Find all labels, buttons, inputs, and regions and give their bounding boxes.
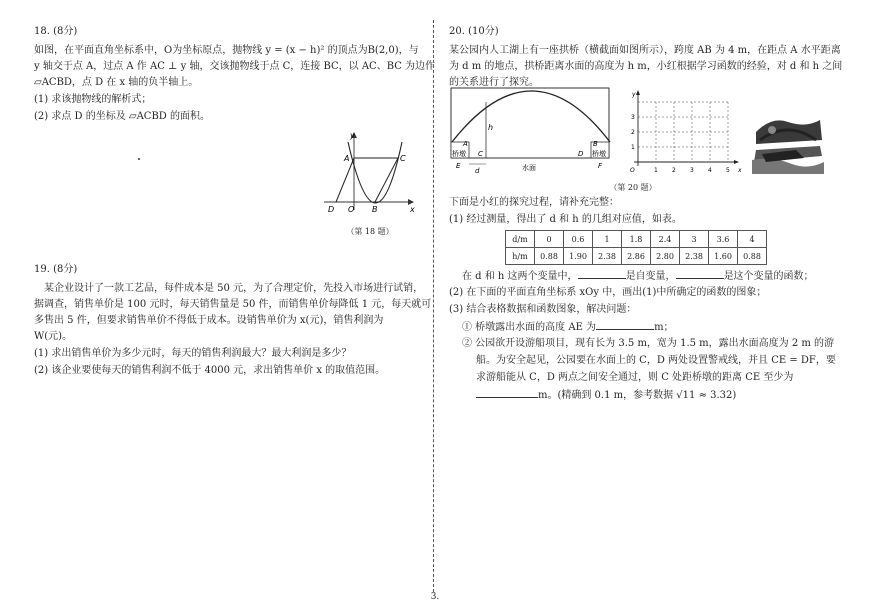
table-row-head-d: d/m (506, 231, 535, 248)
q20-sub-question-3: (3) 结合表格数据和函数图象，解决问题： (449, 304, 637, 315)
label-b: B (593, 140, 598, 148)
label-pier-right: 桥墩 (592, 150, 606, 158)
grid-label-x: x (738, 167, 742, 174)
grid-y-tick: 2 (631, 129, 635, 136)
q18-text-line-1: 如图，在平面直角坐标系中，O为坐标原点，抛物线 y = (x − h)² 的顶点为B(2,0)，与 (34, 45, 419, 56)
fig-label-a: A (344, 154, 350, 163)
photo-detail (768, 126, 776, 134)
q19-text-line-1: 某企业设计了一款工艺品，每件成本是 50 元，为了合理定价，先投入市场进行试销， (44, 283, 424, 294)
empty-coordinate-grid (626, 88, 744, 180)
q18-text-line-2: y 轴交于点 A，过点 A 作 AC ⊥ y 轴，交该抛物线于点 C，连接 BC，以 AC、BC 为边作 (34, 61, 436, 72)
table-cell: 3 (680, 231, 709, 248)
label-water: 水面 (522, 164, 536, 172)
q20-heading: 20. (10分) (449, 26, 499, 37)
bridge-figure (450, 86, 612, 178)
table-cell: 2.80 (651, 248, 680, 265)
var-text-a: 在 d 和 h 这两个变量中， (462, 271, 578, 282)
part1-unit: m； (654, 322, 674, 333)
grid-x-tick: 2 (672, 167, 676, 174)
parabola (348, 142, 402, 203)
fig-label-d: D (328, 205, 335, 214)
fig-label-y: y (350, 131, 355, 140)
fig-label-b: B (372, 205, 378, 214)
q20-intro: 下面是小红的探究过程，请补充完整： (449, 197, 619, 208)
q18-text-line-3: ▱ACBD，点 D 在 x 轴的负半轴上。 (34, 77, 199, 88)
table-cell: 1.60 (709, 248, 738, 265)
stray-mark (138, 158, 140, 160)
label-h: h (488, 123, 494, 132)
q18-caption: （第 18 题） (346, 227, 394, 236)
q18-sub-question-1: (1) 求该抛物线的解析式； (34, 94, 152, 105)
table-cell: 0 (535, 231, 564, 248)
grid-y-tick: 3 (631, 114, 635, 121)
grid-y-tick: 1 (631, 144, 635, 151)
table-cell: 1.90 (564, 248, 593, 265)
q20-variable-line (462, 267, 814, 285)
grid-x-arrow (734, 160, 739, 164)
table-cell: 2.86 (622, 248, 651, 265)
column-divider (433, 20, 434, 592)
q20-part-1 (462, 318, 674, 336)
q18-heading: 18. (8分) (34, 26, 78, 37)
answer-blank-dependent[interactable] (676, 267, 724, 279)
table-cell: 1 (593, 231, 622, 248)
table-row-head-h: h/m (506, 248, 535, 265)
q19-sub-question-1: (1) 求出销售单价为多少元时，每天的销售利润最大？最大利润是多少？ (34, 348, 352, 359)
label-e: E (456, 162, 461, 170)
grid-y-arrow (636, 90, 640, 95)
q18-parabola-figure (318, 130, 418, 222)
q19-text-line-3: 多售出 5 件，但要求销售单价不得低于成本。设销售单价为 x(元)，销售利润为 (34, 315, 384, 326)
right-column (449, 22, 843, 91)
fig-label-c: C (400, 154, 406, 163)
q19-sub-question-2: (2) 该企业要使每天的销售利润不低于 4000 元，求出销售单价 x 的取值范围。 (34, 365, 386, 376)
table-cell: 2.38 (593, 248, 622, 265)
q18-sub-question-2: (2) 求点 D 的坐标及 ▱ACBD 的面积。 (34, 111, 211, 122)
q20-text-line-1: 某公园内人工湖上有一座拱桥（横截面如图所示），跨度 AB 为 4 m，在距点 A 水平距离 (449, 45, 841, 56)
table-row (506, 231, 767, 248)
label-c: C (478, 150, 483, 158)
grid-x-tick: 3 (690, 167, 694, 174)
grid-label-y: y (632, 91, 636, 98)
segment-ad (336, 158, 354, 202)
label-f: F (598, 162, 603, 170)
label-d-point: D (578, 150, 584, 158)
q20-part-2-line-4 (476, 386, 736, 404)
answer-blank-ae[interactable] (596, 318, 654, 330)
grid-lines (638, 102, 730, 162)
var-text-c: 是这个变量的函数； (723, 271, 814, 282)
q20-text-line-3: 的关系进行了探究。 (449, 77, 539, 88)
table-cell: 0.6 (564, 231, 593, 248)
q20-text-line-2: 为 d m 的地点，拱桥距离水面的高度为 h m，小红根据学习函数的经验，对 d 和 h 之间 (449, 61, 843, 72)
q19-text-line-2: 据调查，销售单价是 100 元时，每天销售量是 50 件，而销售单价每降低 1 元，每天就可 (34, 299, 432, 310)
fig-label-x: x (410, 205, 415, 214)
q20-part-2-line-2: 船。为安全起见，公园要在水面上的 C，D 两处设置警戒线，并且 CE = DF，要 (476, 355, 836, 366)
grid-x-tick: 1 (654, 167, 658, 174)
q19-heading: 19. (8分) (34, 264, 78, 275)
answer-blank-ce[interactable] (476, 386, 538, 398)
bridge-photo (752, 110, 824, 174)
table-cell: 1.8 (622, 231, 651, 248)
answer-blank-independent[interactable] (578, 267, 626, 279)
left-column (34, 22, 436, 125)
table-cell: 0.88 (738, 248, 767, 265)
table-cell: 2.4 (651, 231, 680, 248)
q20-sub-question-1: (1) 经过测量，得出了 d 和 h 的几组对应值，如表。 (449, 214, 682, 225)
q20-part-2-line-1: ② 公园欲开设游船项目，现有长为 3.5 m，宽为 1.5 m，露出水面高度为 2 m 的游 (462, 338, 835, 349)
q19-block (34, 260, 432, 379)
table-cell: 0.88 (535, 248, 564, 265)
page-number: 3. (430, 592, 440, 602)
label-d: d (475, 167, 480, 175)
q19-text-line-4: W(元)。 (34, 331, 73, 342)
table-cell: 4 (738, 231, 767, 248)
part2-end-text: m。(精确到 0.1 m，参考数据 √11 ≈ 3.32) (538, 390, 737, 401)
grid-x-tick: 5 (726, 167, 730, 174)
table-cell: 3.6 (709, 231, 738, 248)
grid-label-o: O (630, 167, 635, 174)
var-text-b: 是自变量， (625, 271, 676, 282)
q20-part-2-line-3: 求游船能从 C，D 两点之间安全通过，则 C 处距桥墩的距离 CE 至少为 (476, 372, 794, 383)
segment-cb (375, 158, 398, 202)
table-row (506, 248, 767, 265)
grid-x-tick: 4 (708, 167, 712, 174)
bridge-frame (451, 88, 609, 158)
table-cell: 2.38 (680, 248, 709, 265)
q20-caption: （第 20 题） (609, 183, 657, 192)
label-pier-left: 桥墩 (452, 150, 466, 158)
q20-sub-question-2: (2) 在下面的平面直角坐标系 xOy 中，画出(1)中所确定的函数的图象； (449, 287, 767, 298)
part1-text: ① 桥墩露出水面的高度 AE 为 (462, 322, 597, 333)
bridge-arch (452, 91, 610, 142)
d-h-value-table (505, 230, 767, 265)
fig-label-o: O (348, 205, 355, 214)
label-a: A (463, 140, 468, 148)
